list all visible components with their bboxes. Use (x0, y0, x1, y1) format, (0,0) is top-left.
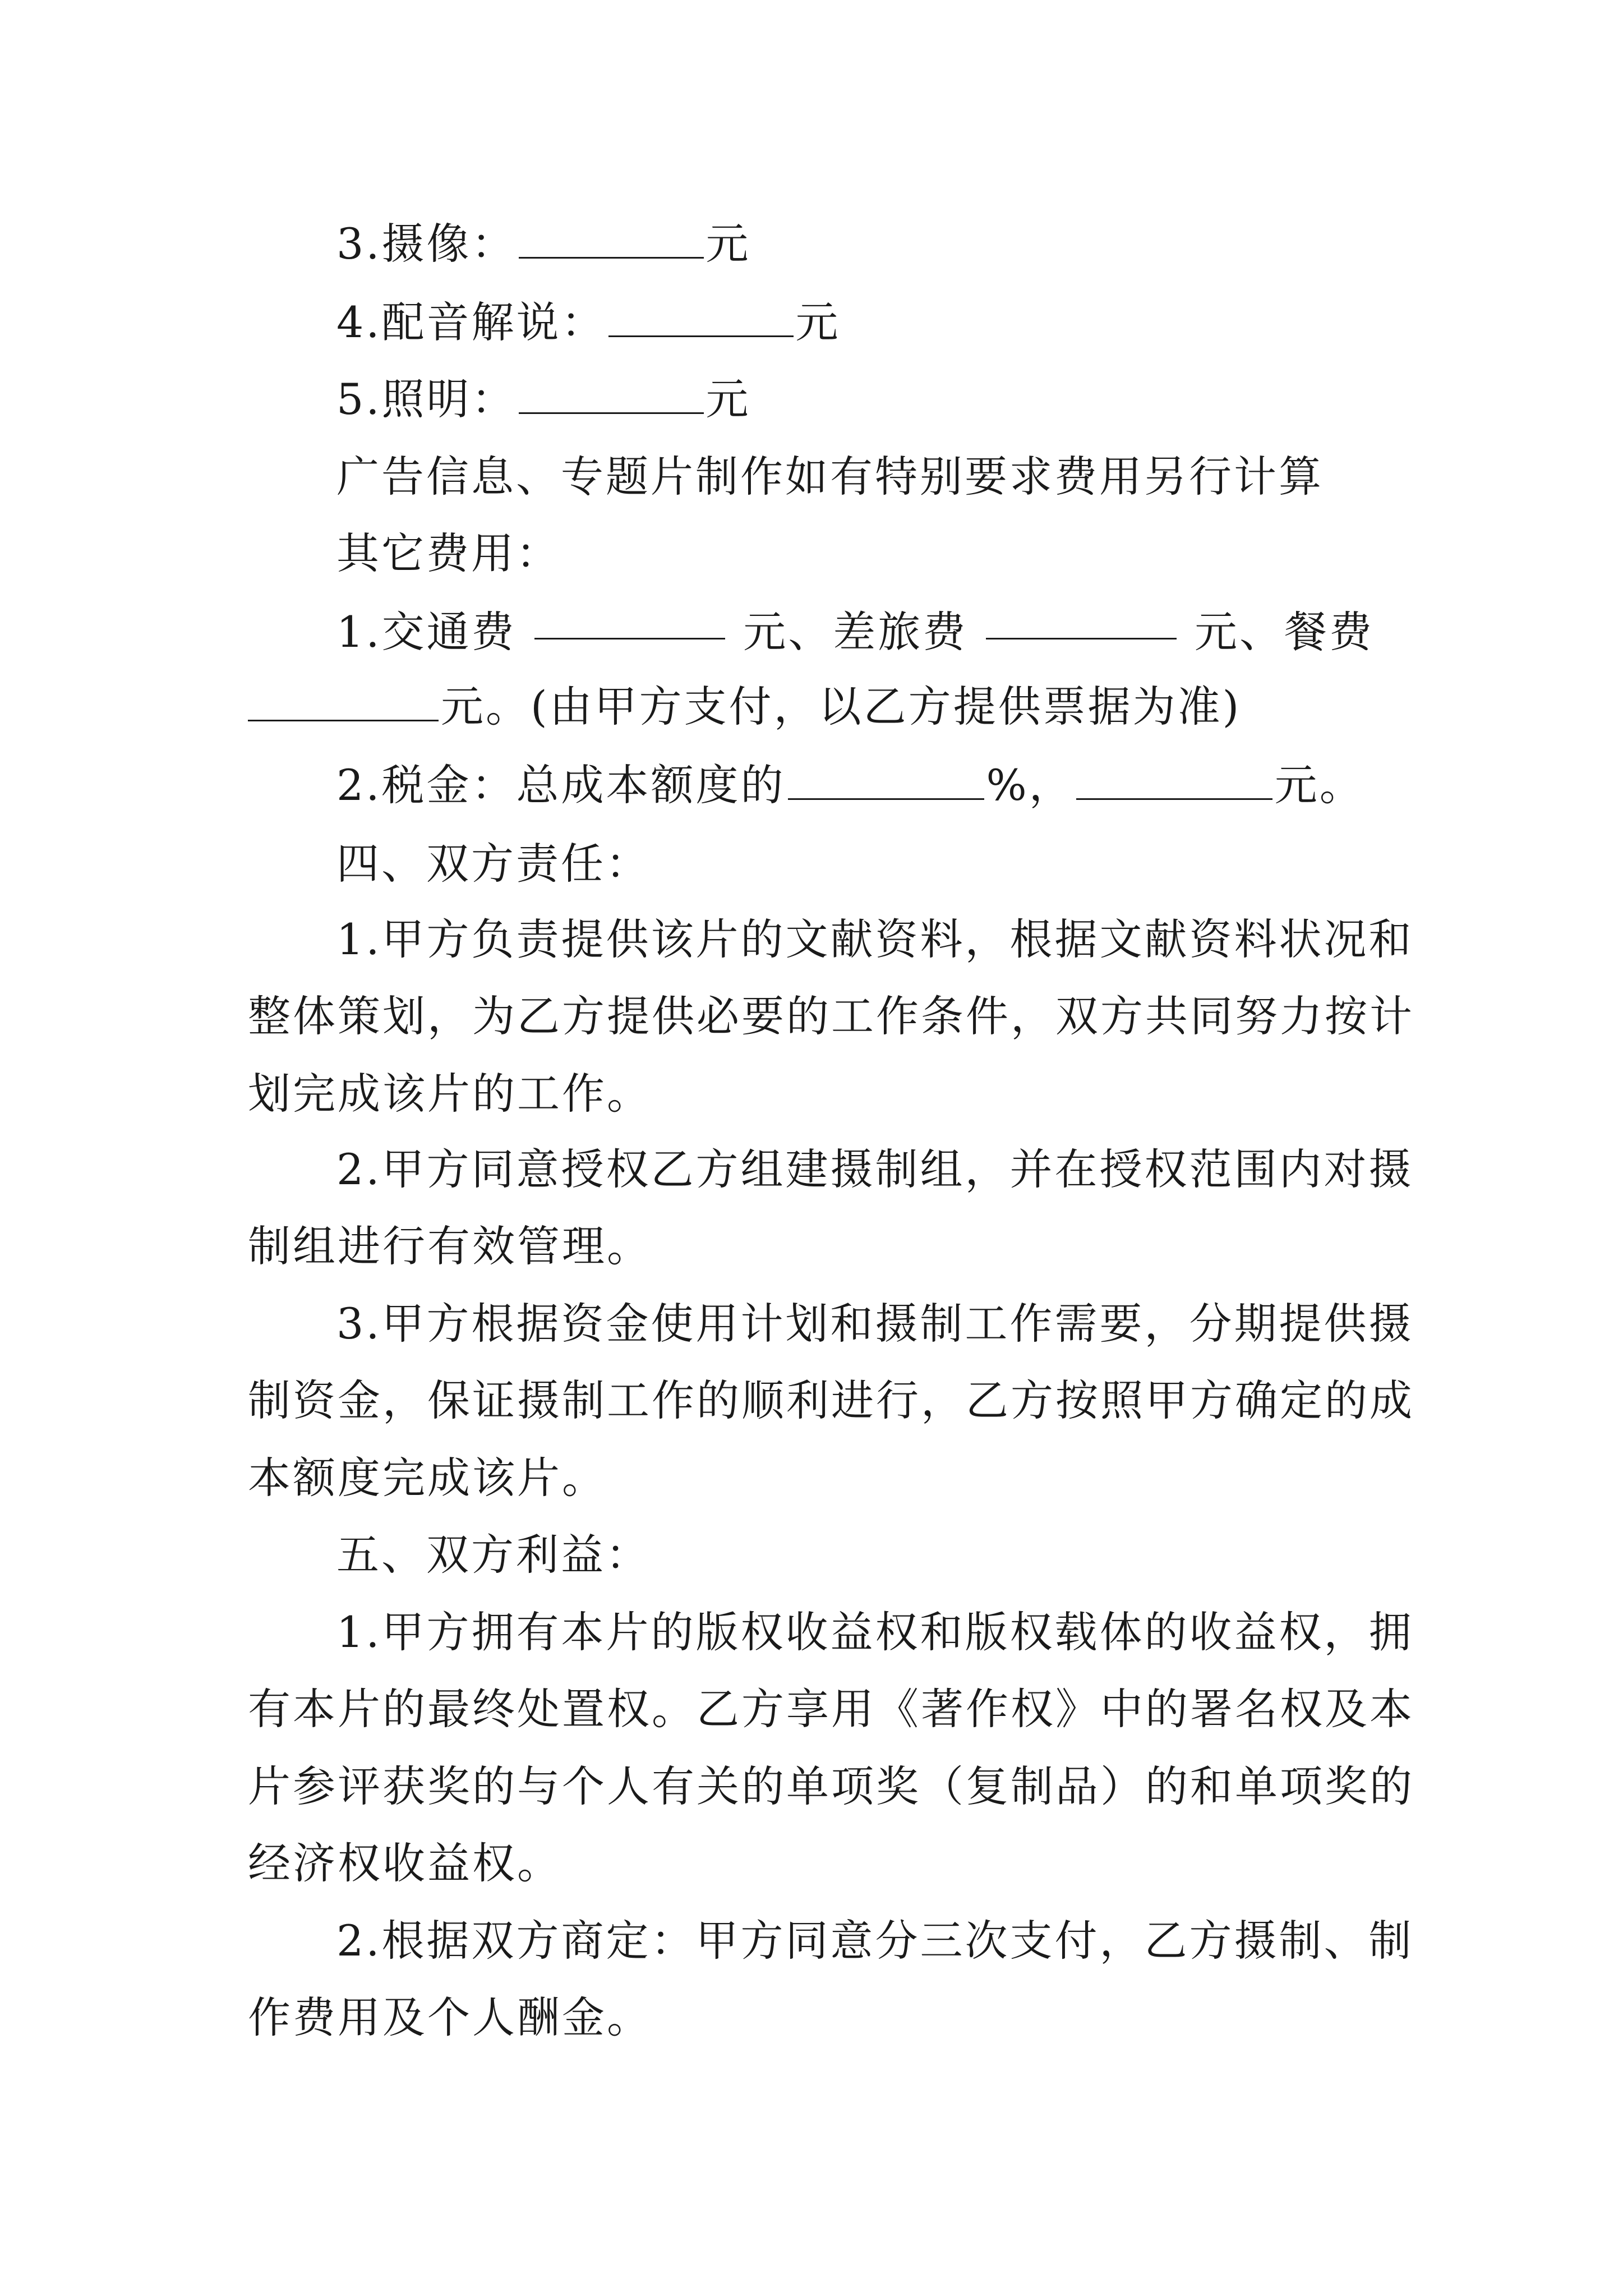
other-fees-title: 其它费用： (336, 528, 561, 578)
other-fees-line-2 (248, 679, 1241, 735)
fee-lighting-label: 5.照明： (336, 374, 517, 424)
section5-heading: 五、双方利益： (336, 1530, 651, 1580)
section5-p2-line1: 2.根据双方商定：甲方同意分三次支付，乙方摄制、制 (336, 1916, 1414, 1966)
section4-p1-line2: 整体策划，为乙方提供必要的工作条件，双方共同努力按计 (248, 991, 1414, 1041)
other-fees-line-1 (336, 604, 1374, 660)
tax-percent-sign: %， (986, 760, 1074, 810)
trip-fee-blank (986, 604, 1177, 639)
section4-p3-line2: 制资金，保证摄制工作的顺利进行，乙方按照甲方确定的成 (248, 1375, 1414, 1425)
section4-p3-line3: 本额度完成该片。 (248, 1453, 607, 1503)
section5-p1-line2: 有本片的最终处置权。乙方享用《著作权》中的署名权及本 (248, 1684, 1414, 1734)
meal-fee-blank (248, 686, 439, 721)
fee-lighting-unit: 元 (706, 374, 751, 424)
section5-p1-line4: 经济权收益权。 (248, 1838, 562, 1888)
fee-lighting-blank (519, 379, 704, 414)
fee-camera-line (336, 216, 751, 272)
other-fees-payment-note: 元。(由甲方支付，以乙方提供票据为准) (441, 682, 1242, 731)
fee-voiceover-line (336, 295, 841, 351)
fee-camera-unit: 元 (706, 219, 751, 269)
fee-camera-blank (519, 223, 704, 259)
fee-lighting-line (336, 371, 751, 427)
tax-unit: 元。 (1274, 760, 1364, 810)
fee-voiceover-unit: 元 (795, 297, 841, 347)
fee-camera-label: 3.摄像： (336, 219, 517, 269)
meal-fee-label: 元、餐费 (1194, 607, 1374, 657)
travel-fee-blank (534, 604, 725, 639)
section4-p3-line1: 3.甲方根据资金使用计划和摄制工作需要，分期提供摄 (336, 1299, 1414, 1349)
tax-label: 2.税金：总成本额度的 (336, 760, 786, 810)
travel-fee-label: 1.交通费 (336, 607, 517, 657)
section5-p1-line1: 1.甲方拥有本片的版权收益权和版权载体的收益权，拥 (336, 1607, 1414, 1657)
tax-amount-blank (1076, 765, 1272, 800)
section4-heading: 四、双方责任： (336, 839, 651, 889)
tax-percent-blank (788, 765, 984, 800)
special-note: 广告信息、专题片制作如有特别要求费用另行计算 (336, 452, 1324, 501)
section4-p2-line2: 制组进行有效管理。 (248, 1221, 652, 1271)
section5-p2-line2: 作费用及个人酬金。 (248, 1993, 652, 2042)
section4-p1-line1: 1.甲方负责提供该片的文献资料，根据文献资料状况和 (336, 914, 1414, 964)
trip-fee-label: 元、差旅费 (743, 607, 968, 657)
fee-voiceover-label: 4.配音解说： (336, 297, 606, 347)
section4-p1-line3: 划完成该片的工作。 (248, 1069, 652, 1119)
section5-p1-line3: 片参评获奖的与个人有关的单项奖（复制品）的和单项奖的 (248, 1761, 1414, 1811)
tax-line (336, 757, 1364, 813)
fee-voiceover-blank (608, 302, 794, 337)
section4-p2-line1: 2.甲方同意授权乙方组建摄制组，并在授权范围内对摄 (336, 1144, 1414, 1194)
